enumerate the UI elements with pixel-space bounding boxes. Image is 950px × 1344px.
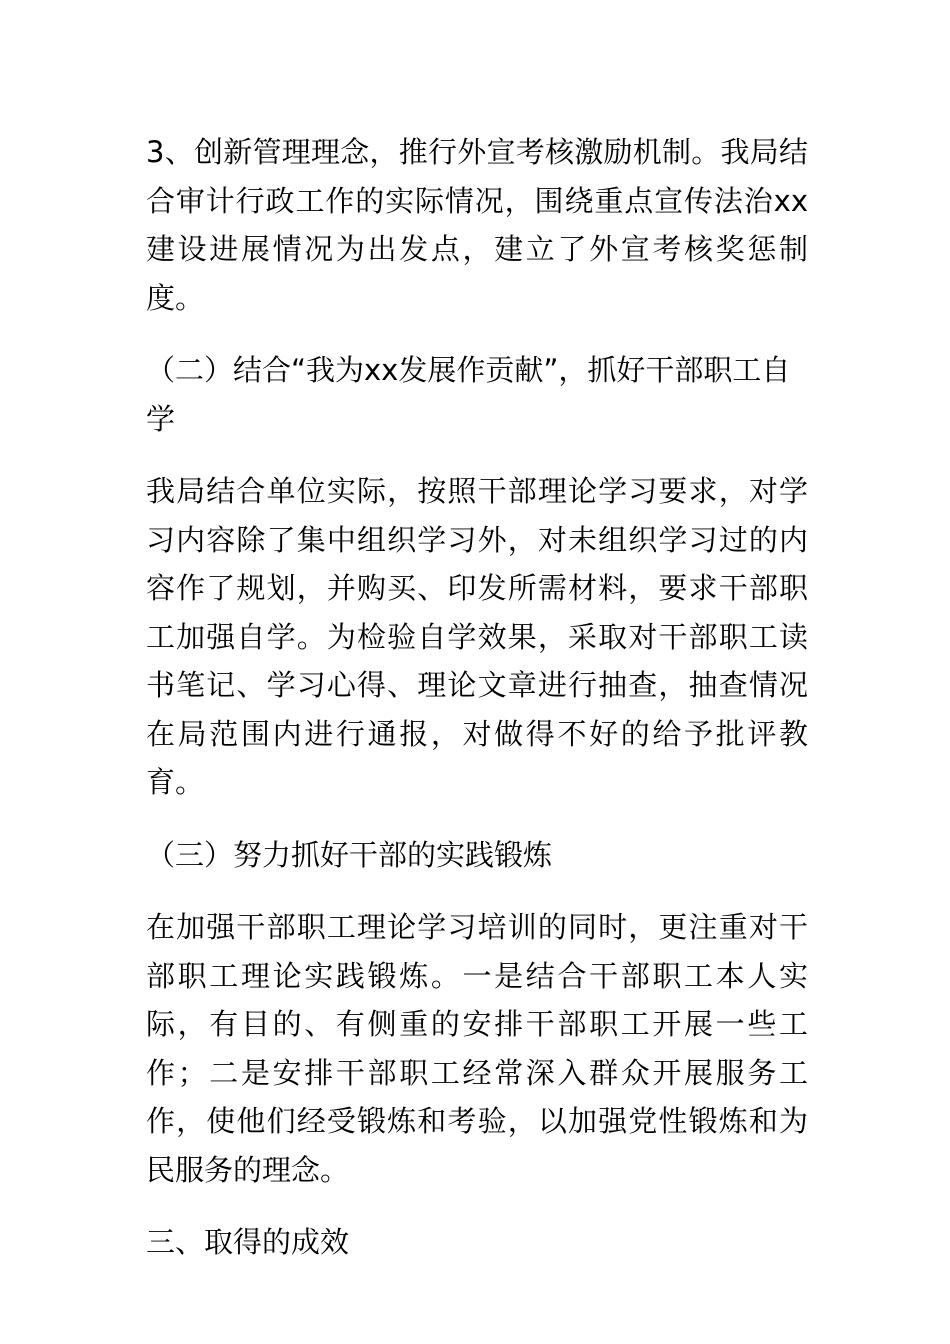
paragraph-practice: 在加强干部职工理论学习培训的同时，更注重对干部职工理论实践锻炼。一是结合干部职工本人实际，有目的、有侧重的安排干部职工开展一些工作；二是安排干部职工经常深入群众开展服务工作，使他们经受锻炼和考验，以加强党性锻炼和为民服务的理念。 bbox=[146, 910, 808, 1187]
section-heading-results: 三、取得的成效 bbox=[146, 1225, 350, 1259]
paragraph-self-study: 我局结合单位实际，按照干部理论学习要求，对学习内容除了集中组织学习外，对未组织学习过的内容作了规划，并购买、印发所需材料，要求干部职工加强自学。为检验自学效果，采取对干部职工读书笔记、学习心得、理论文章进行抽查，抽查情况在局范围内进行通报，对做得不好的给予批评教育。 bbox=[146, 474, 808, 799]
section-heading-practice: （三）努力抓好干部的实践锻炼 bbox=[146, 837, 553, 872]
paragraph-innovation-management: 3、创新管理理念，推行外宣考核激励机制。我局结合审计行政工作的实际情况，围绕重点宣传法治xx建设进展情况为出发点，建立了外宣考核奖惩制度。 bbox=[146, 135, 808, 315]
section-heading-self-study: （二）结合“我为xx发展作贡献”，抓好干部职工自学 bbox=[146, 353, 791, 436]
document-page bbox=[146, 128, 808, 1291]
